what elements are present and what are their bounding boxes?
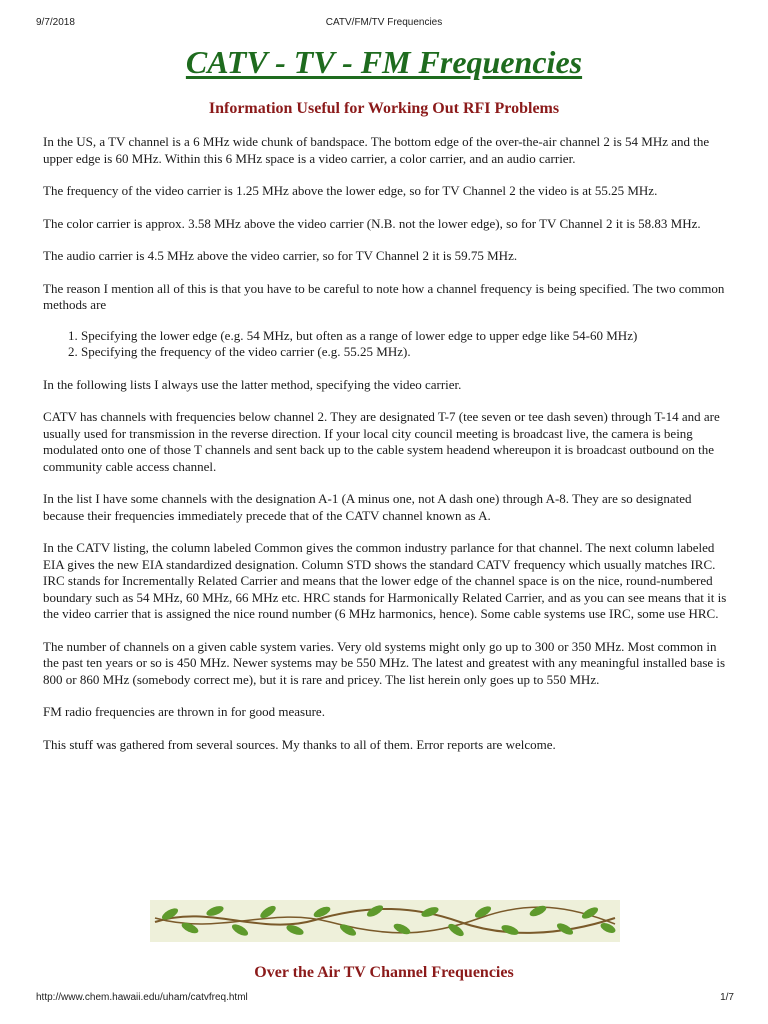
print-url: http://www.chem.hawaii.edu/uham/catvfreq.html [36, 992, 248, 1003]
paragraph: FM radio frequencies are thrown in for good measure. [43, 704, 325, 719]
paragraph: The color carrier is approx. 3.58 MHz above the video carrier (N.B. not the lower edge), so for TV Channel 2 it is 58.83 MHz. [43, 215, 701, 231]
paragraph: The audio carrier is 4.5 MHz above the video carrier, so for TV Channel 2 it is 59.75 MHz. [43, 248, 518, 263]
section-heading: Over the Air TV Channel Frequencies [254, 964, 514, 981]
print-page-number: 1/7 [720, 992, 734, 1003]
paragraph: CATV has channels with frequencies below channel 2. They are designated T-7 (tee seven or tee dash seven) through T-14 and are usually used for transmission in the reverse direction. If your local city council meeting is broadcast live, the camera is being modulated onto one of those T channels and sent back up to the cable system headend whereupon it is broadcast outbound on the community cable access channel. [43, 409, 720, 474]
page-subtitle: Information Useful for Working Out RFI Problems [208, 100, 560, 117]
article-body [43, 134, 733, 769]
vine-stem [155, 907, 615, 933]
page-title: CATV - TV - FM Frequencies [185, 44, 583, 80]
paragraph: The number of channels on a given cable system varies. Very old systems might only go up to 300 or 350 MHz. Most common in the past ten years or so is 450 MHz. Newer systems may be 550 MHz. The latest and greatest with any meaningful installed base is 800 or 860 MHz (somebody correct me), but it is rare and pricey. The list herein only goes up to 550 MHz. [43, 638, 726, 687]
print-footer [0, 992, 768, 1006]
vine-stem [155, 909, 615, 933]
paragraph: The frequency of the video carrier is 1.25 MHz above the lower edge, so for TV Channel 2 the video is at 55.25 MHz. [43, 183, 658, 198]
list-item: 1. Specifying the lower edge (e.g. 54 MHz, but often as a range of lower edge to upper edge like 54-60 MHz) [81, 328, 733, 345]
list-item: 2. Specifying the frequency of the video carrier (e.g. 55.25 MHz). [81, 344, 733, 361]
print-date: 9/7/2018 [36, 17, 75, 28]
vine-divider-icon [150, 900, 620, 942]
print-title: CATV/FM/TV Frequencies [325, 17, 443, 28]
methods-list [43, 328, 733, 361]
vine-svg [150, 900, 620, 942]
print-header [0, 17, 768, 31]
paragraph: In the following lists I always use the latter method, specifying the video carrier. [43, 376, 462, 392]
paragraph: In the US, a TV channel is a 6 MHz wide chunk of bandspace. The bottom edge of the over-the-air channel 2 is 54 MHz and the upper edge is 60 MHz. Within this 6 MHz space is a video carrier, a color carrier, and an audio carrier. [43, 134, 710, 166]
paragraph: In the list I have some channels with the designation A-1 (A minus one, not A dash one) through A-8. They are so designated because their frequencies immediately precede that of the CATV channel known as A. [43, 491, 692, 523]
paragraph: The reason I mention all of this is that you have to be careful to note how a channel frequency is being specified. The two common methods are [43, 280, 725, 312]
paragraph: In the CATV listing, the column labeled Common gives the common industry parlance for that channel. The next column labeled EIA gives the new EIA standardized designation. Column STD shows the standard CATV frequency which usually matches IRC. IRC stands for Incrementally Related Carrier and means that the lower edge of the channel space is on the nice, round-numbered boundary such as 54 MHz, 60 MHz, 66 MHz etc. HRC stands for Harmonically Related Carrier, and as you can see means that it is the video carrier that is assigned the nice round number (6 MHz harmonics, hence). Some cable systems use IRC, some use HRC. [43, 540, 727, 621]
paragraph: This stuff was gathered from several sources. My thanks to all of them. Error reports are welcome. [43, 736, 556, 752]
